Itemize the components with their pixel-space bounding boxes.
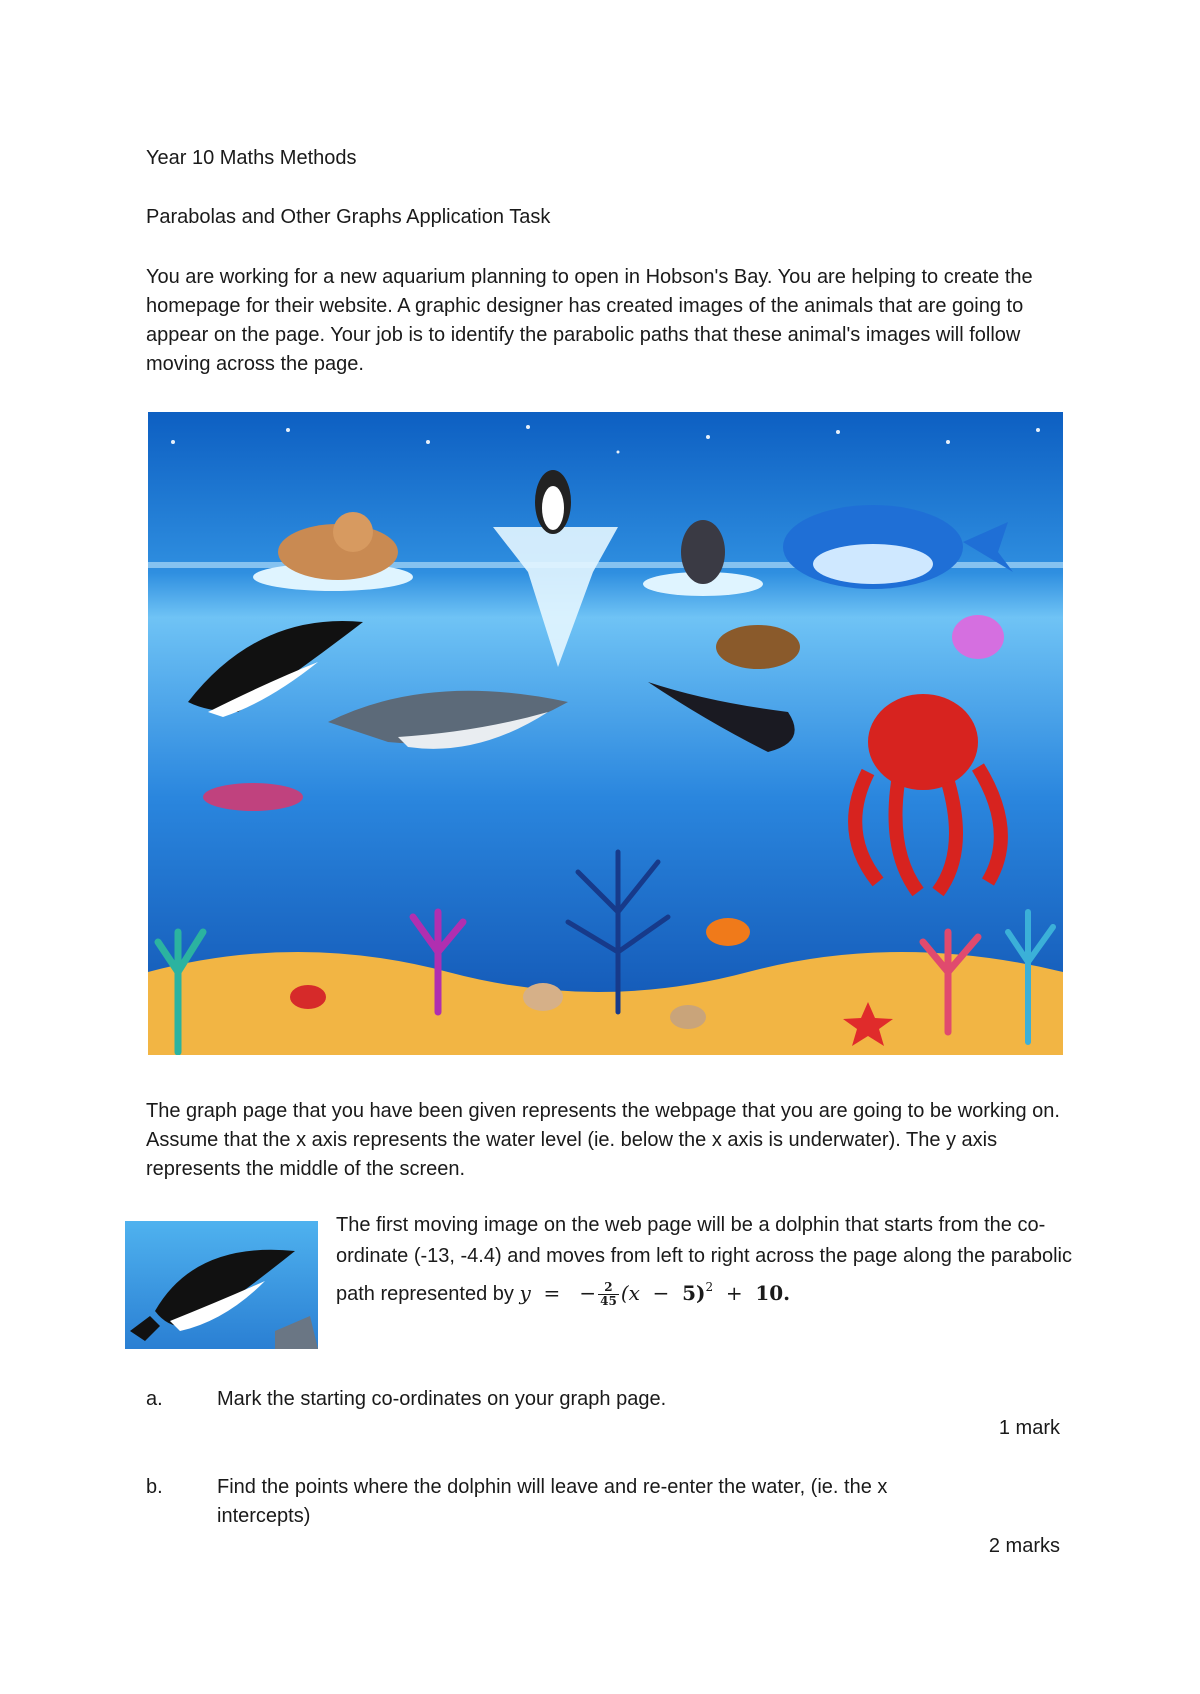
intro-paragraph: You are working for a new aquarium planning to open in Hobson's Bay. You are helping to create the homepage for their website. A graphic designer has created images of the animals that are going to appear on the page. Your job is to identify the parabolic paths that these animal's images will follow moving across the page. <box>146 266 1033 375</box>
course-title: Year 10 Maths Methods <box>146 147 357 169</box>
dolphin-paragraph <box>336 1210 1081 1310</box>
aquarium-illustration <box>148 412 1063 1055</box>
question-a-marks: 1 mark <box>998 1417 1060 1439</box>
question-letter: b. <box>146 1476 163 1498</box>
eq-fraction <box>598 1281 619 1308</box>
eq-plus: + <box>725 1281 743 1305</box>
eq-exponent: 2 <box>705 1280 714 1294</box>
eq-frac-den: 45 <box>600 1294 617 1308</box>
eq-minus-2: − <box>652 1281 670 1305</box>
eq-constant: 10. <box>755 1281 791 1305</box>
dolphin-image <box>125 1221 318 1349</box>
question-text: Find the points where the dolphin will leave and re-enter the water, (ie. the x intercepts) <box>217 1476 888 1527</box>
parabola-equation <box>519 1280 791 1308</box>
eq-minus: − <box>579 1281 597 1305</box>
eq-equals: = <box>543 1281 561 1305</box>
graph-info-paragraph: The graph page that you have been given represents the webpage that you are going to be working on. Assume that the x axis represents the water level (ie. below the x axis is underwater). The y axis represents the middle of the screen. <box>146 1100 1060 1180</box>
eq-paren-x: (x <box>620 1281 640 1305</box>
question-b-marks: 2 marks <box>988 1535 1060 1557</box>
question-letter: a. <box>146 1388 163 1410</box>
eq-five: 5) <box>682 1281 706 1305</box>
eq-lhs: y <box>519 1281 531 1305</box>
eq-frac-num: 2 <box>598 1281 619 1295</box>
dolphin-description: The first moving image on the web page will be a dolphin that starts from the co-ordinate (-13, -4.4) and moves from left to right across the page along the parabolic path represented by <box>336 1214 1072 1305</box>
question-text: Mark the starting co-ordinates on your graph page. <box>217 1388 667 1410</box>
task-title: Parabolas and Other Graphs Application Task <box>146 206 551 228</box>
